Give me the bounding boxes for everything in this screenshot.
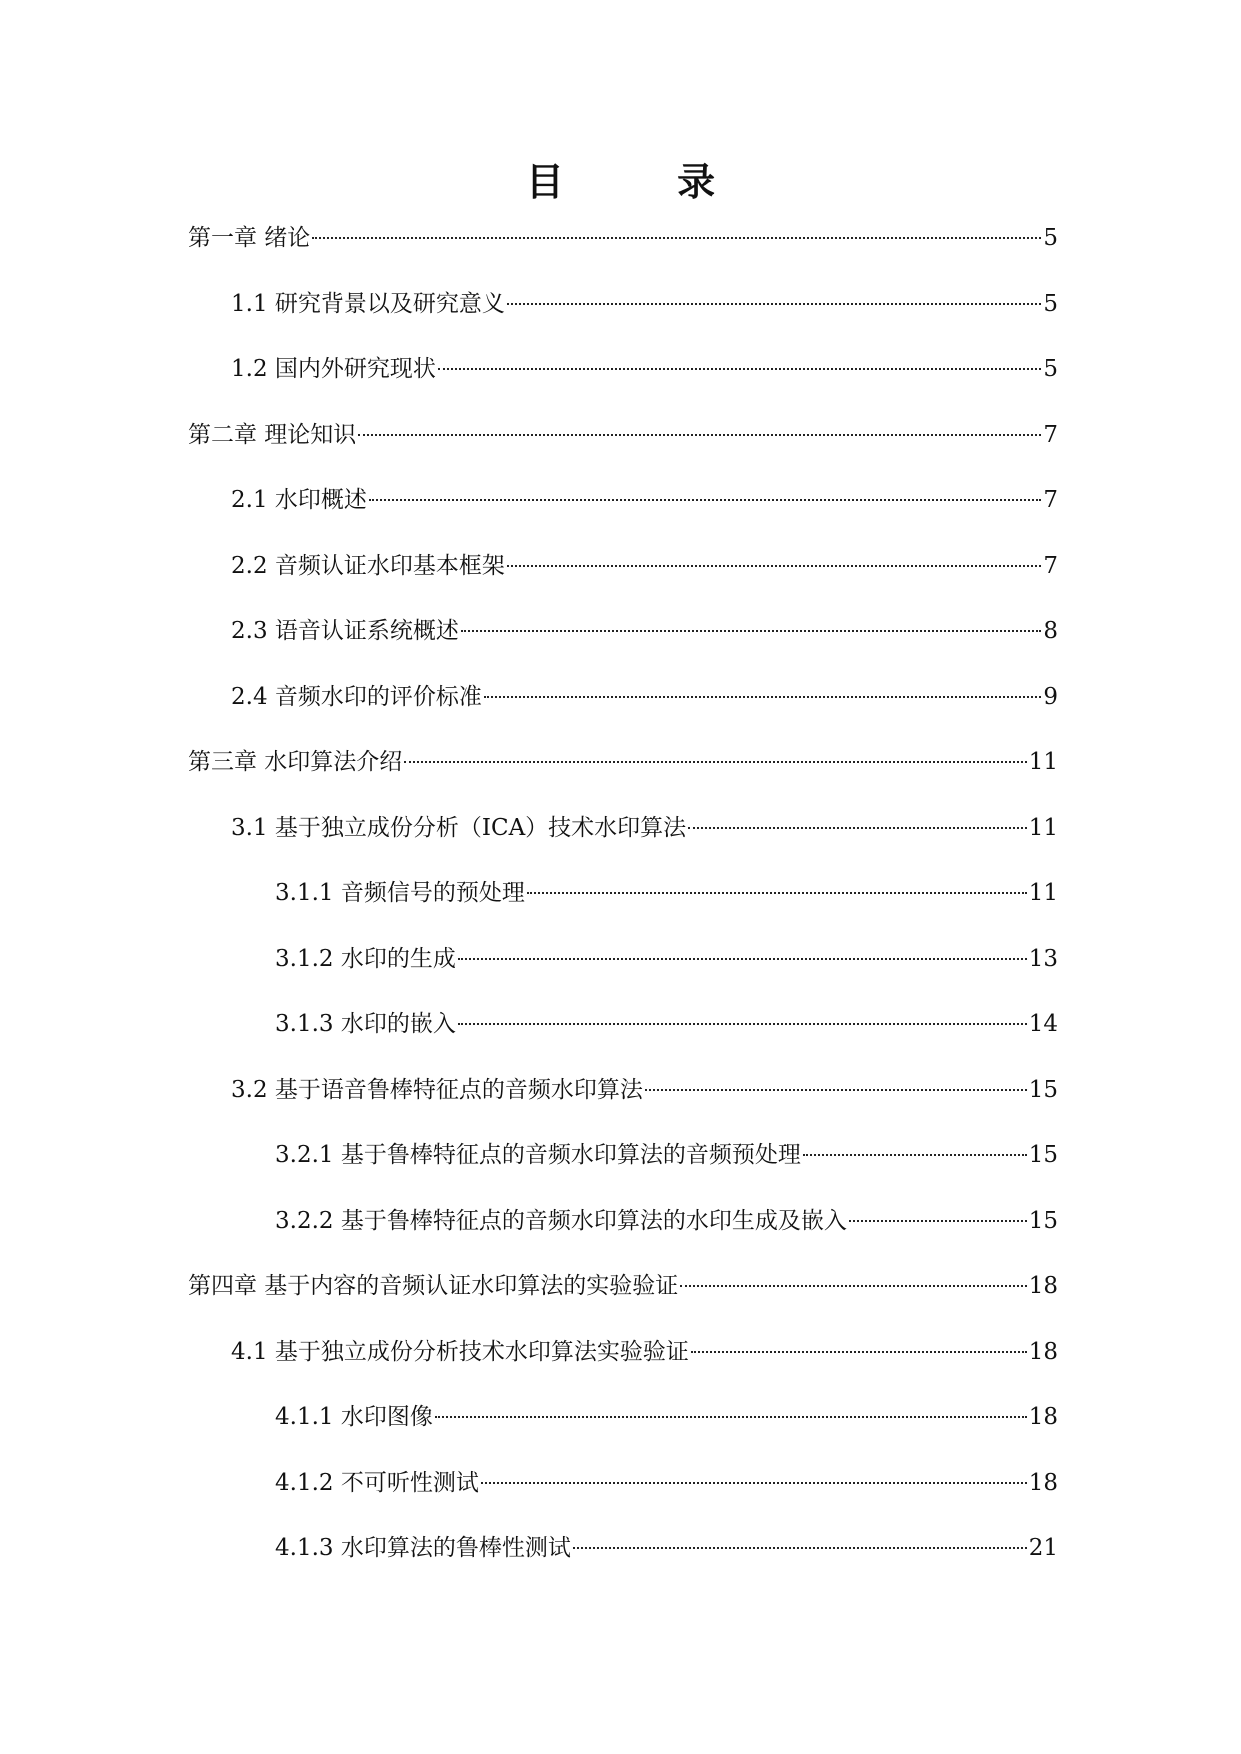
toc-dot-leader [358,434,1041,436]
toc-entry[interactable] [188,1467,1058,1533]
toc-entry[interactable] [188,550,1058,616]
toc-entry-label: 2.4 音频水印的评价标准 [231,683,482,710]
toc-entry[interactable] [188,1074,1058,1140]
toc-entry[interactable] [188,943,1058,1009]
toc-page-number: 11 [1028,749,1058,775]
toc-page-number: 18 [1028,1273,1058,1299]
toc-entry[interactable] [188,1336,1058,1402]
toc-entry[interactable] [188,877,1058,943]
toc-dot-leader [691,1351,1027,1353]
toc-page-number: 5 [1043,225,1058,251]
toc-page-number: 9 [1043,683,1058,710]
toc-entry[interactable] [188,1139,1058,1205]
toc-dot-leader [573,1547,1027,1549]
toc-entry-label: 第一章 绪论 [188,225,311,251]
toc-entry[interactable] [188,746,1058,812]
toc-entry-label: 第三章 水印算法介绍 [188,749,403,775]
toc-entry-label: 3.2 基于语音鲁棒特征点的音频水印算法 [231,1076,643,1103]
toc-page-number: 15 [1028,1142,1058,1168]
toc-entry[interactable] [188,681,1058,747]
toc-page-number: 7 [1043,421,1058,448]
toc-entry[interactable] [188,812,1058,878]
toc-entry-label: 第四章 基于内容的音频认证水印算法的实验验证 [188,1273,679,1299]
toc-page-number: 15 [1028,1207,1058,1234]
toc-dot-leader [438,368,1041,370]
toc-entry[interactable] [188,222,1058,288]
toc-dot-leader [481,1482,1027,1484]
toc-entry-label: 3.1 基于独立成份分析（ICA）技术水印算法 [231,814,687,841]
toc-dot-leader [458,1023,1027,1025]
toc-page-number: 18 [1028,1469,1058,1496]
toc-title: 目 录 [525,160,766,204]
toc-entry[interactable] [188,484,1058,550]
toc-dot-leader [645,1089,1027,1091]
toc-dot-leader [484,696,1041,698]
toc-dot-leader [680,1285,1026,1287]
toc-page-number: 13 [1028,945,1058,972]
toc-entry[interactable] [188,419,1058,485]
toc-entry[interactable] [188,1008,1058,1074]
toc-entry[interactable] [188,288,1058,354]
toc-dot-leader [527,892,1027,894]
toc-entry-label: 1.1 研究背景以及研究意义 [231,290,505,317]
toc-page-number: 18 [1028,1404,1058,1430]
toc-entry-label: 4.1.3 水印算法的鲁棒性测试 [275,1535,571,1561]
toc-entry[interactable] [188,1270,1058,1336]
toc-dot-leader [312,237,1041,239]
toc-entry-label: 3.2.2 基于鲁棒特征点的音频水印算法的水印生成及嵌入 [275,1207,847,1234]
toc-entry-label: 3.2.1 基于鲁棒特征点的音频水印算法的音频预处理 [275,1142,801,1168]
toc-dot-leader [507,565,1041,567]
toc-entry-label: 2.3 语音认证系统概述 [231,618,459,644]
toc-entry-label: 3.1.2 水印的生成 [275,945,456,972]
toc-page-number: 5 [1043,290,1058,317]
toc-entry-label: 第二章 理论知识 [188,421,357,448]
toc-page-number: 8 [1043,618,1058,644]
toc-entry-label: 2.1 水印概述 [231,487,367,513]
toc-dot-leader [849,1220,1027,1222]
table-of-contents [188,222,1058,1598]
toc-entry[interactable] [188,353,1058,419]
toc-page-number: 21 [1028,1535,1058,1561]
toc-entry[interactable] [188,1205,1058,1271]
toc-entry-label: 1.2 国内外研究现状 [231,356,436,382]
toc-dot-leader [404,761,1026,763]
toc-entry-label: 3.1.1 音频信号的预处理 [275,880,525,906]
toc-page-number: 7 [1043,487,1058,513]
toc-entry-label: 4.1.1 水印图像 [275,1404,433,1430]
toc-entry[interactable] [188,615,1058,681]
toc-entry[interactable] [188,1532,1058,1598]
toc-page-number: 7 [1043,552,1058,579]
toc-page-number: 5 [1043,356,1058,382]
toc-page-number: 14 [1028,1011,1058,1037]
toc-dot-leader [461,630,1041,632]
toc-page-number: 11 [1028,880,1058,906]
toc-dot-leader [803,1154,1027,1156]
toc-page-number: 15 [1028,1076,1058,1103]
toc-dot-leader [507,303,1041,305]
toc-entry-label: 3.1.3 水印的嵌入 [275,1011,456,1037]
toc-entry-label: 4.1 基于独立成份分析技术水印算法实验验证 [231,1338,689,1365]
toc-dot-leader [688,827,1027,829]
toc-page-number: 18 [1028,1338,1058,1365]
toc-dot-leader [369,499,1041,501]
toc-entry-label: 2.2 音频认证水印基本框架 [231,552,505,579]
toc-dot-leader [435,1416,1027,1418]
toc-page-number: 11 [1028,814,1058,841]
toc-entry-label: 4.1.2 不可听性测试 [275,1469,479,1496]
toc-dot-leader [458,958,1027,960]
toc-entry[interactable] [188,1401,1058,1467]
